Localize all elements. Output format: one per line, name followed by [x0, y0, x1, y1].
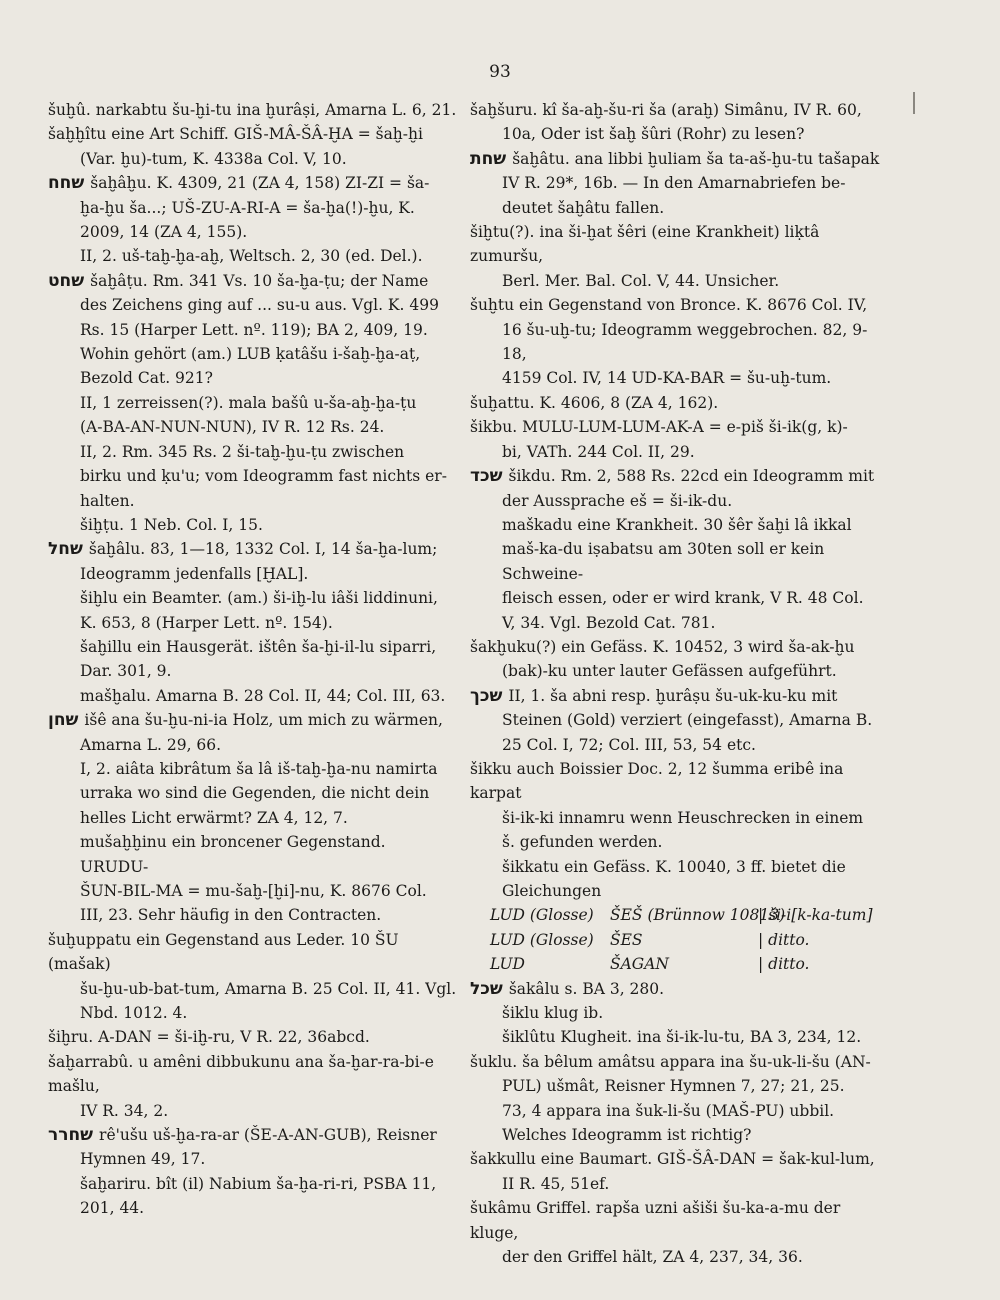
line-text: birku und ḳu'u; vom Ideogramm fast nichts er- [80, 467, 447, 486]
text-line [48, 1001, 458, 1025]
text-line [470, 98, 885, 122]
text-line [48, 342, 458, 366]
line-text: šaḫarrabû. u amêni dibbukunu ana ša-ḫar-ra-bi-e mašlu, [48, 1052, 434, 1096]
line-text: 73, 4 appara ina šuk-li-šu (MAŠ-PU) ubbil. [502, 1101, 835, 1120]
text-line [470, 611, 885, 635]
line-text: Rs. 15 (Harper Lett. nº. 119); BA 2, 409, 19. [80, 320, 428, 339]
right-column [470, 98, 885, 1270]
line-text: K. 653, 8 (Harper Lett. nº. 154). [80, 613, 333, 632]
text-line [48, 1123, 458, 1147]
text-line [470, 220, 885, 269]
line-text: šiḫtu(?). ina ši-ḫat šêri (eine Krankheit) liḳtâ zumuršu, [470, 223, 820, 266]
margin-mark [913, 92, 915, 114]
text-line [48, 244, 458, 268]
line-text: der den Griffel hält, ZA 4, 237, 34, 36. [502, 1248, 803, 1267]
line-text: šaḫḫîtu eine Art Schiff. GIŠ-MÂ-ŠÂ-ḪA = šaḫ-ḫi [48, 125, 423, 144]
text-line [48, 464, 458, 488]
line-text: šaḫâlu. 83, 1—18, 1332 Col. I, 14 ša-ḫa-lum; [88, 540, 438, 559]
hebrew-root: שחרר [48, 1125, 94, 1146]
text-line [470, 415, 885, 439]
text-line [470, 977, 885, 1001]
line-text: šaḫâḫu. K. 4309, 21 (ZA 4, 158) ZI-ZI = ša- [90, 174, 430, 193]
line-text: IV R. 34, 2. [80, 1101, 169, 1120]
line-text: II, 2. Rm. 345 Rs. 2 ši-taḫ-ḫu-ṭu zwischen [80, 442, 405, 461]
line-text: PUL) ušmât, Reisner Hymnen 7, 27; 21, 25. [502, 1077, 845, 1096]
text-line [48, 537, 458, 561]
line-text: maškadu eine Krankheit. 30 šêr šaḫi lâ ikkal [502, 515, 852, 534]
text-line [48, 1196, 458, 1220]
text-line [48, 977, 458, 1001]
line-text: 25 Col. I, 72; Col. III, 53, 54 etc. [502, 735, 756, 754]
line-text: Wohin gehört (am.) LUB ḳatâšu i-šaḫ-ḫa-aṭ, [80, 345, 421, 364]
table-cell: | ši-i[k-ka-tum] [758, 906, 873, 925]
line-text: deutet šaḫâtu fallen. [502, 198, 665, 217]
line-text: III, 23. Sehr häufig in den Contracten. [80, 906, 382, 925]
text-line [470, 464, 885, 488]
text-line [470, 830, 885, 854]
text-line [48, 928, 458, 977]
text-line [48, 586, 458, 610]
text-line [48, 781, 458, 805]
text-line [470, 196, 885, 220]
hebrew-root: שחט [48, 270, 85, 291]
line-text: 2009, 14 (ZA 4, 155). [80, 223, 248, 242]
text-line [470, 1025, 885, 1049]
line-text: šikku auch Boissier Doc. 2, 12 šumma eribê ina karpat [470, 759, 844, 803]
line-text: Welches Ideogramm ist richtig? [502, 1126, 752, 1145]
line-text: šaḫâtu. ana libbi ḫuliam ša ta-aš-ḫu-tu tašapak [512, 149, 880, 168]
text-line [48, 1099, 458, 1123]
text-line [48, 415, 458, 439]
text-line [48, 733, 458, 757]
line-text: šakkullu eine Baumart. GIŠ-ŠÂ-DAN = šak-kul-lum, [470, 1150, 875, 1169]
line-text: šaḫariru. bît (il) Nabium ša-ḫa-ri-ri, PSBA 11, [80, 1174, 437, 1193]
line-text: IV R. 29*, 16b. — In den Amarnabriefen be- [502, 174, 846, 193]
hebrew-root: שחן [48, 710, 79, 731]
text-line [470, 733, 885, 757]
right-column-bottom [470, 977, 885, 1270]
line-text: Dar. 301, 9. [80, 662, 172, 681]
text-line [48, 1172, 458, 1196]
line-text: V, 34. Vgl. Bezold Cat. 781. [502, 613, 716, 632]
text-line [470, 122, 885, 146]
line-text: šiklu klug ib. [502, 1004, 604, 1023]
text-line [470, 366, 885, 390]
line-text: šikkatu ein Gefäss. K. 10040, 3 ff. bietet die [502, 857, 846, 876]
text-line [48, 513, 458, 537]
text-line [48, 440, 458, 464]
line-text: šuḫû. narkabtu šu-ḫi-tu ina ḫurâṣi, Amarna L. 6, 21. [48, 101, 457, 119]
line-text: II, 1 zerreissen(?). mala bašû u-ša-aḫ-ḫa-ṭu [80, 393, 417, 412]
line-text: rê'ušu uš-ḫa-ra-ar (ŠE-A-AN-GUB), Reisner [99, 1126, 437, 1145]
line-text: šuḫattu. K. 4606, 8 (ZA 4, 162). [470, 393, 719, 412]
line-text: šiḫru. A-DAN = ši-iḫ-ru, V R. 22, 36abcd. [48, 1028, 370, 1047]
hebrew-root: שחת [470, 148, 507, 169]
line-text: II R. 45, 51ef. [502, 1174, 610, 1193]
line-text: šu-ḫu-ub-bat-tum, Amarna B. 25 Col. II, 41. Vgl. [80, 979, 457, 998]
left-column [48, 98, 458, 1221]
line-text: 201, 44. [80, 1199, 145, 1218]
line-text: Ideogramm jedenfalls [ḪAL]. [80, 564, 309, 583]
text-line [470, 1099, 885, 1123]
text-line [48, 611, 458, 635]
text-line [48, 684, 458, 708]
hebrew-root: שחח [48, 173, 85, 194]
text-line [470, 391, 885, 415]
text-line [470, 537, 885, 586]
table-cell: ŠES [610, 930, 643, 949]
text-line [470, 708, 885, 732]
line-text: Gleichungen [502, 882, 602, 900]
text-line [470, 269, 885, 293]
text-line [470, 684, 885, 708]
text-line [48, 171, 458, 195]
text-line [48, 903, 458, 927]
text-line [48, 757, 458, 781]
text-line [470, 440, 885, 464]
text-line [470, 513, 885, 537]
text-line [470, 586, 885, 610]
line-text: šikdu. Rm. 2, 588 Rs. 22cd ein Ideogramm mit [508, 467, 875, 486]
line-text: šaḫillu ein Hausgerät. ištên ša-ḫi-il-lu siparri, [80, 637, 437, 656]
text-line [470, 1123, 885, 1147]
text-line [48, 318, 458, 342]
line-text: II, 2. uš-taḫ-ḫa-aḫ, Weltsch. 2, 30 (ed. Del.). [80, 247, 423, 266]
table-cell: ŠEŠ (Brünnow 10813) [610, 906, 786, 925]
text-line [48, 293, 458, 317]
line-text: urraka wo sind die Gegenden, die nicht dein [80, 784, 430, 803]
text-line [470, 489, 885, 513]
line-text: (Var. ḫu)-tum, K. 4338a Col. V, 10. [80, 149, 347, 168]
text-line [470, 147, 885, 171]
text-line [48, 391, 458, 415]
line-text: šakâlu s. BA 3, 280. [508, 979, 665, 998]
line-text: der Aussprache eš = ši-ik-du. [502, 491, 733, 510]
hebrew-root: שכל [470, 978, 503, 999]
line-text: Nbd. 1012. 4. [80, 1004, 188, 1023]
line-text: Berl. Mer. Bal. Col. V, 44. Unsicher. [502, 271, 780, 290]
line-text: Bezold Cat. 921? [80, 369, 213, 388]
text-line [48, 98, 458, 122]
text-line [48, 659, 458, 683]
text-line [48, 806, 458, 830]
table-cell: | ditto. [758, 930, 810, 949]
text-line [470, 1172, 885, 1196]
text-line [48, 220, 458, 244]
text-line [48, 635, 458, 659]
line-text: šiḫṭu. 1 Neb. Col. I, 15. [80, 515, 263, 534]
line-text: šaḫšuru. kî ša-aḫ-šu-ri ša (araḫ) Simânu, IV R. 60, [470, 101, 862, 119]
line-text: I, 2. aiâta kibrâtum ša lâ iš-taḫ-ḫa-nu namirta [80, 759, 438, 778]
text-line [470, 1001, 885, 1025]
text-line [470, 171, 885, 195]
line-text: 4159 Col. IV, 14 UD-KA-BAR = šu-uḫ-tum. [502, 369, 832, 388]
line-text: 10a, Oder ist šaḫ šûri (Rohr) zu lesen? [502, 125, 805, 144]
line-text: bi, VATh. 244 Col. II, 29. [502, 442, 695, 461]
line-text: išê ana šu-ḫu-ni-ia Holz, um mich zu wärmen, [84, 711, 443, 730]
line-text: (bak)-ku unter lauter Gefässen aufgeführt. [502, 662, 837, 681]
text-line [48, 879, 458, 903]
table-cell: | ditto. [758, 955, 810, 974]
line-text: ŠUN-BIL-MA = mu-šaḫ-[ḫi]-nu, K. 8676 Col. [80, 882, 427, 900]
text-line [48, 562, 458, 586]
text-line [48, 830, 458, 879]
text-line [48, 489, 458, 513]
table-cell: LUD (Glosse) [490, 930, 594, 949]
text-line [470, 879, 885, 903]
text-line [48, 269, 458, 293]
text-line [470, 293, 885, 317]
table-cell: LUD [490, 955, 525, 974]
table-cell: LUD (Glosse) [490, 906, 594, 925]
text-line [470, 806, 885, 830]
hebrew-root: שחל [48, 539, 83, 560]
line-text: mušaḫḫinu ein broncener Gegenstand. URUDU- [80, 833, 386, 876]
line-text: Amarna L. 29, 66. [80, 735, 222, 754]
text-line [48, 366, 458, 390]
line-text: halten. [80, 491, 135, 510]
text-line [470, 1074, 885, 1098]
line-text: II, 1. ša abni resp. ḫurâṣu šu-uk-ku-ku mit [508, 686, 838, 705]
line-text: šuklu. ša bêlum amâtsu appara ina šu-uk-li-šu (AN- [470, 1052, 871, 1071]
line-text: (A-BA-AN-NUN-NUN), IV R. 12 Rs. 24. [80, 418, 385, 437]
text-line [48, 1025, 458, 1049]
line-text: mašḫalu. Amarna B. 28 Col. II, 44; Col. III, 63. [80, 686, 446, 705]
line-text: ḫa-ḫu ša...; UŠ-ZU-A-RI-A = ša-ḫa(!)-ḫu, K. [80, 198, 415, 217]
text-line [470, 757, 885, 806]
table-cell: ŠAGAN [610, 955, 669, 974]
line-text: šaḫâṭu. Rm. 341 Vs. 10 ša-ḫa-ṭu; der Name [90, 271, 429, 290]
text-line [48, 1147, 458, 1171]
text-line [470, 659, 885, 683]
hebrew-root: שכד [470, 466, 503, 487]
line-text: Steinen (Gold) verziert (eingefasst), Amarna B. [502, 711, 873, 730]
text-line [470, 318, 885, 367]
text-line [48, 122, 458, 146]
line-text: helles Licht erwärmt? ZA 4, 12, 7. [80, 808, 348, 827]
text-line [470, 1245, 885, 1269]
text-line [470, 855, 885, 879]
text-line [48, 196, 458, 220]
line-text: šukâmu Griffel. rapša uzni ašiši šu-ka-a-mu der kluge, [470, 1199, 841, 1242]
text-line [470, 1050, 885, 1074]
line-text: šakḫuku(?) ein Gefäss. K. 10452, 3 wird ša-ak-ḫu [470, 637, 855, 656]
text-line [470, 1147, 885, 1171]
line-text: š. gefunden werden. [502, 833, 663, 852]
text-line [48, 708, 458, 732]
text-line [48, 1050, 458, 1099]
text-line [470, 1196, 885, 1245]
line-text: ši-ik-ki innamru wenn Heuschrecken in einem [502, 808, 864, 827]
right-column-top [470, 98, 885, 903]
line-text: 16 šu-uḫ-tu; Ideogramm weggebrochen. 82, 9-18, [502, 320, 868, 364]
line-text: Hymnen 49, 17. [80, 1150, 206, 1169]
line-text: šuḫuppatu ein Gegenstand aus Leder. 10 ŠU (mašak) [48, 930, 399, 974]
line-text: šiḫlu ein Beamter. (am.) ši-iḫ-lu iâši liddinuni, [80, 589, 438, 608]
text-line [48, 147, 458, 171]
text-line [470, 635, 885, 659]
line-text: des Zeichens ging auf ... su-u aus. Vgl. K. 499 [80, 296, 439, 315]
line-text: fleisch essen, oder er wird krank, V R. 48 Col. [502, 589, 864, 608]
line-text: šiklûtu Klugheit. ina ši-ik-lu-tu, BA 3, 234, 12. [502, 1028, 862, 1047]
line-text: šikbu. MULU-LUM-LUM-AK-A = e-piš ši-ik(g, k)- [470, 418, 848, 437]
page-number: 93 [489, 62, 511, 82]
line-text: šuḫtu ein Gegenstand von Bronce. K. 8676 Col. IV, [470, 296, 868, 315]
equation-table [470, 903, 885, 976]
line-text: maš-ka-du iṣabatsu am 30ten soll er kein Schweine- [502, 540, 825, 583]
hebrew-root: שכך [470, 685, 503, 706]
